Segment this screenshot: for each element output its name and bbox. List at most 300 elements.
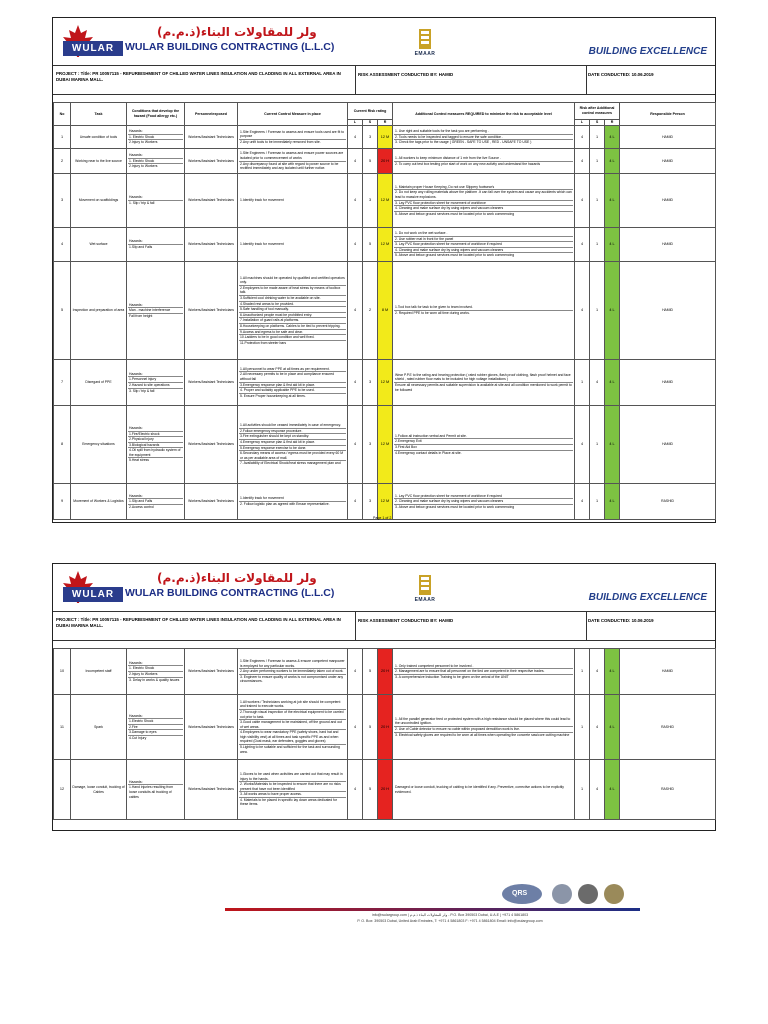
additional-controls-cell-line: 4. Cleaning and make surface dry by using wipers and vacuum cleaners <box>394 206 573 212</box>
company-wordmark: WULAR <box>63 587 123 602</box>
residual-risk-cell: 4 L <box>605 406 620 484</box>
current-controls-cell-line: 3. All works areas to have proper access. <box>239 792 346 798</box>
residual-risk-cell: 4 L <box>605 484 620 520</box>
additional-controls-cell <box>393 695 575 760</box>
responsible-cell: HAMID <box>620 126 716 149</box>
risk-rating-cell: 12 M <box>378 126 393 149</box>
table-row <box>54 149 716 174</box>
conditions-cell-line: 1. Electric Shock <box>128 666 183 672</box>
residual-likelihood-cell: 4 <box>575 174 590 228</box>
col-current-risk: Current Risk rating <box>348 103 393 120</box>
task-cell: Movement of Workers & Logistics <box>71 484 127 520</box>
residual-likelihood-cell: 1 <box>575 760 590 820</box>
col-no: No <box>54 103 71 126</box>
company-name-english: WULAR BUILDING CONTRACTING (L.L.C) <box>125 587 335 599</box>
footer-contact-1: info@wulargroup.com | ولر للمقاولات البناء ذ.م.م - P.O. Box 390503 Dubai, U.A.E | +971 4 5861803 <box>371 913 529 917</box>
additional-controls-cell <box>393 262 575 360</box>
conditions-cell-line: 1.Slip and Falls <box>128 499 183 505</box>
current-controls-cell <box>238 360 348 406</box>
residual-risk-cell: 4 L <box>605 649 620 695</box>
conditions-cell-line: 2.Injury to Workers <box>129 140 158 145</box>
current-controls-cell-line: 2.All necessary permits to be in place and compliance ensured without fail <box>239 372 346 382</box>
company-name-english: WULAR BUILDING CONTRACTING (L.L.C) <box>125 41 335 53</box>
current-controls-cell <box>238 760 348 820</box>
personnel-cell: Workers/Assistant Technicians <box>185 174 238 228</box>
additional-controls-cell-line: 3. A comprehensive Induction Training to be given on the arrival of the UNIT <box>395 674 509 679</box>
residual-risk-cell: 4 L <box>605 695 620 760</box>
additional-controls-cell-line: 3. Lay PVC floor protection sheet for movement of workforce <box>394 201 573 207</box>
conditions-cell <box>127 406 185 484</box>
responsible-cell: RASHID <box>620 484 716 520</box>
conditions-cell-line: 3.Biological hazards <box>128 443 183 449</box>
severity-cell: 5 <box>363 695 378 760</box>
col-l2: L <box>575 120 590 126</box>
conditions-cell-line: 2.Injury to Workers <box>129 164 158 169</box>
current-controls-cell-line: 2. Works/Materials to be inspected to ensure that there are no risks present that have not been identified <box>239 782 346 792</box>
risk-rating-cell: 12 M <box>378 360 393 406</box>
additional-controls-cell-line: 3. Electrical safety gloves are required to be worn at all times when operating the concrete saw/core cutting machine <box>395 732 570 737</box>
conditions-cell-line: 5.Heat stress <box>129 458 149 463</box>
residual-likelihood-cell: 1 <box>575 360 590 406</box>
additional-controls-cell-line: 1.Tool box talk for task to be given to team involved. <box>394 305 573 311</box>
risk-rating-cell: 12 M <box>378 406 393 484</box>
conditions-cell-line: 2.Access control <box>129 504 154 509</box>
current-controls-cell-line: 2.Follow emergency response procedure. <box>239 429 346 435</box>
current-controls-cell <box>238 649 348 695</box>
personnel-cell: Workers/Assistant Technicians <box>185 484 238 520</box>
residual-risk-cell: 4 L <box>605 228 620 262</box>
current-controls-cell-line: 3.Sufficient cool drinking water to be available on site. <box>239 296 346 302</box>
additional-controls-cell <box>393 149 575 174</box>
additional-controls-cell <box>393 484 575 520</box>
residual-risk-cell: 4 L <box>605 262 620 360</box>
current-controls-cell-line: 1.All machines should be operated by qualified and certified operators only. <box>240 275 345 285</box>
likelihood-cell: 4 <box>348 126 363 149</box>
personnel-cell: Workers/Assistant Technicians <box>185 649 238 695</box>
current-controls-cell <box>238 406 348 484</box>
additional-controls-cell-line: Wear P.P.E to the rating and hearing protection ( rated rubber gloves, flash proof clothing, flash proof helmet and face shield , rated rubber floor mats to be included for high voltage installations ) <box>394 373 573 383</box>
row-number: 5 <box>54 262 71 360</box>
additional-controls-cell-line: 4. Cleaning and make surface dry by using wipers and vacuum cleaners <box>394 248 573 254</box>
additional-controls-cell-line: 1. All workers to keep minimum distance of 1 mtr from the live Source . <box>394 156 573 162</box>
table-row <box>54 262 716 360</box>
current-controls-cell-line: 7.Installation of guard rails at platforms. <box>239 318 346 324</box>
additional-controls-cell <box>393 174 575 228</box>
conditions-cell-line: 2.Injury to Workers <box>128 672 183 678</box>
current-controls-cell-line: 5.Safe handling of tool manually. <box>239 307 346 313</box>
company-wordmark: WULAR <box>63 41 123 56</box>
additional-controls-cell <box>393 406 575 484</box>
current-controls-cell-line: 6.Unauthorized people must be prohibited entry. <box>239 313 346 319</box>
conditions-cell-line: 1. Electric Shock <box>128 135 183 141</box>
conditions-cell-line: Hazards: <box>128 780 183 786</box>
conditions-cell-line: 1. Slip / trip & fall <box>129 201 155 205</box>
row-number: 2 <box>54 149 71 174</box>
col-l: L <box>348 120 363 126</box>
current-controls-cell-line: 9.Access and egress to be safe and clear. <box>239 330 346 336</box>
residual-severity-cell: 1 <box>590 126 605 149</box>
conditions-cell-line: 4.Oil spill from hydraulic system of the equipment <box>128 448 183 458</box>
date-conducted: DATE CONDUCTED: 10.06.2019 <box>588 72 654 77</box>
personnel-cell: Workers/Assistant Technicians <box>185 149 238 174</box>
risk-rating-cell: 20 H <box>378 149 393 174</box>
current-controls-cell-line: 2. Follow logistic plan as agreed with Emaar representative. <box>240 502 330 506</box>
additional-controls-cell-line: Damaged or loose conduit, trucking of cabling to be identified if any. Preventive, corrective actions to be explicitly evidenced. <box>395 784 564 794</box>
conditions-cell <box>127 262 185 360</box>
personnel-cell: Workers/Assistant Technicians <box>185 228 238 262</box>
conditions-cell-line: Hazards: <box>128 129 183 135</box>
conditions-cell-line: 4.Cut Injury <box>129 735 147 740</box>
emaar-emblem-icon <box>411 574 439 596</box>
additional-controls-cell-line: 2. Required PPE to be worn all time during works. <box>395 311 470 315</box>
row-number: 9 <box>54 484 71 520</box>
likelihood-cell: 4 <box>348 406 363 484</box>
personnel-cell: Workers/Assistant Technicians <box>185 760 238 820</box>
table-row <box>54 760 716 820</box>
responsible-cell: HAMID <box>620 406 716 484</box>
table-row <box>54 174 716 228</box>
additional-controls-cell-line: 2. Cleaning and make surface dry by using wipers and vacuum cleaners <box>394 499 573 505</box>
residual-severity-cell: 4 <box>590 360 605 406</box>
task-cell: Movement on scaffoldings <box>71 174 127 228</box>
likelihood-cell: 4 <box>348 262 363 360</box>
additional-controls-cell-line: 1. Lay PVC floor protection sheet for movement of workforce if required <box>394 494 573 500</box>
current-controls-cell-line: 1.All activities should be ceased immediately in case of emergency. <box>239 423 346 429</box>
col-conditions: Conditions that develop the hazard (Food allergy etc.) <box>127 103 185 126</box>
conditions-cell-line: 3. Slip / trip & fall <box>129 388 155 393</box>
conditions-cell-line: 1.Hand injuries resulting from loose conduits all trucking of cables <box>129 785 174 799</box>
company-logo <box>61 24 335 58</box>
emaar-logo <box>411 574 439 604</box>
row-number: 7 <box>54 360 71 406</box>
risk-assessment-page-2 <box>52 563 716 831</box>
additional-controls-cell-line: 1. Use right and suitable tools for the task you are performing . <box>394 129 573 135</box>
col-r: R <box>378 120 393 126</box>
conditions-cell <box>127 649 185 695</box>
current-controls-cell-line: 1.Gloves to be used when activities are carried out that may result in injury to the hands. <box>239 772 346 782</box>
emaar-emblem-icon <box>411 28 439 50</box>
conditions-cell-line: 3.Damage to eyes <box>128 730 183 736</box>
current-controls-cell-line: 1.Identify track for movement <box>239 496 346 502</box>
residual-severity-cell: 1 <box>590 406 605 484</box>
current-controls-cell-line: 5. Ensure Proper housekeeping at all times. <box>240 393 306 398</box>
severity-cell: 3 <box>363 360 378 406</box>
table-row <box>54 360 716 406</box>
residual-likelihood-cell: 4 <box>575 126 590 149</box>
conditions-cell-line: Hazards: <box>128 153 183 159</box>
col-personnel: Personnelexposed <box>185 103 238 126</box>
conditions-cell <box>127 484 185 520</box>
additional-controls-cell-line: 5. Above and below ground services must be located prior to work commencing <box>395 253 515 258</box>
current-controls-cell-line: 4.Shaded rest areas to be provided. <box>239 302 346 308</box>
likelihood-cell: 4 <box>348 695 363 760</box>
project-info-bar <box>53 611 715 641</box>
conditions-cell <box>127 760 185 820</box>
personnel-cell: Workers/Assistant Technicians <box>185 406 238 484</box>
likelihood-cell: 4 <box>348 228 363 262</box>
residual-likelihood-cell: 4 <box>575 228 590 262</box>
responsible-cell: RASHID <box>620 760 716 820</box>
conducted-by: RISK ASSESSMENT CONDUCTED BY: HAMID <box>358 618 454 623</box>
row-number: 10 <box>54 649 71 695</box>
residual-severity-cell: 1 <box>590 484 605 520</box>
col-task: Task <box>71 103 127 126</box>
residual-risk-cell: 4 L <box>605 174 620 228</box>
conditions-cell <box>127 695 185 760</box>
responsible-cell: RASHID <box>620 695 716 760</box>
current-controls-cell-line: 1.All workers / Technicians working at job site should be competent and trained to execute works. <box>239 700 346 710</box>
risk-rating-cell: 20 H <box>378 760 393 820</box>
conditions-cell <box>127 174 185 228</box>
conditions-cell-line: 1.Electric Shock <box>128 719 183 725</box>
additional-controls-cell-line: 1. All the parallel generator feed or protected system with a high resistance should be placed where this could lead to the uncontrolled ignition. <box>394 717 573 727</box>
additional-controls-cell-line: 3. Lay PVC floor protection sheet for movement of workforce if required <box>394 242 573 248</box>
residual-likelihood-cell: 1 <box>575 695 590 760</box>
additional-controls-cell-line: 3. Check the tags prior to the usage ( GREEN - SAFE TO USE , RED - UNSAFE TO USE ) <box>395 140 532 145</box>
personnel-cell: Workers/Assistant Technicians <box>185 360 238 406</box>
personnel-cell: Workers/Assistant Technicians <box>185 126 238 149</box>
residual-risk-cell: 4 L <box>605 126 620 149</box>
task-cell: Spark <box>71 695 127 760</box>
additional-controls-cell-line: 4.Emergency contact details in Place at site. <box>395 450 462 455</box>
likelihood-cell: 4 <box>348 484 363 520</box>
emaar-wordmark: EMAAR <box>414 597 436 603</box>
current-controls-cell <box>238 695 348 760</box>
additional-controls-cell <box>393 228 575 262</box>
additional-controls-cell-line: 2. Tools needs to be inspected and tagged to ensure the safe condition . <box>394 135 573 141</box>
footer-contact-2: P. O. Box: 390503 Dubai, United Arab Emirates, T: +971 4 5861803 F: +971 4 5861804 Email: info@wulargroup.com <box>357 919 543 923</box>
row-number: 3 <box>54 174 71 228</box>
residual-severity-cell: 4 <box>590 649 605 695</box>
col-additional: Additional Control measures REQUIRED to minimize the risk to acceptable level <box>393 103 575 126</box>
current-controls-cell-line: 6.Secondary means of access / egress must be provided every 60 M or as per available area of mall. <box>239 451 346 461</box>
personnel-cell: Workers/Assistant Technicians <box>185 262 238 360</box>
certification-badges <box>500 882 640 906</box>
company-name-arabic: ولر للمقاولات البناء(ذ.م.م) <box>157 25 317 39</box>
additional-controls-cell <box>393 760 575 820</box>
severity-cell: 5 <box>363 649 378 695</box>
additional-controls-cell <box>393 126 575 149</box>
tagline: BUILDING EXCELLENCE <box>588 46 707 57</box>
current-controls-cell-line: 10.Ladders to be in good condition and well fixed. <box>239 335 346 341</box>
conditions-cell <box>127 360 185 406</box>
residual-likelihood-cell: 1 <box>575 649 590 695</box>
residual-severity-cell: 1 <box>590 149 605 174</box>
emaar-wordmark: EMAAR <box>414 51 436 57</box>
table-row <box>54 406 716 484</box>
current-controls-cell-line: 11.Protection from steeler bars <box>240 340 287 345</box>
current-controls-cell-line: 3. Engineer to ensure quality of works is not compromised under any circumstances. <box>240 674 344 684</box>
additional-controls-cell <box>393 649 575 695</box>
responsible-cell: HAMID <box>620 262 716 360</box>
additional-controls-cell-line: 2. Use of Cable detector to ensure no cable within proposed demolition work is live. <box>394 727 573 733</box>
responsible-cell: HAMID <box>620 228 716 262</box>
likelihood-cell: 4 <box>348 649 363 695</box>
risk-rating-cell: 20 H <box>378 695 393 760</box>
current-controls-cell-line: 1.Identify track for movement <box>240 242 284 247</box>
residual-risk-cell: 4 L <box>605 149 620 174</box>
table-row <box>54 484 716 520</box>
conditions-cell-line: Hazards: <box>128 494 183 500</box>
task-cell: Inspection and preparation of area <box>71 262 127 360</box>
additional-controls-cell <box>393 360 575 406</box>
conditions-cell-line: Hazards: <box>128 661 183 667</box>
date-conducted: DATE CONDUCTED: 10.06.2019 <box>588 618 654 623</box>
residual-likelihood-cell: 4 <box>575 262 590 360</box>
residual-severity-cell: 1 <box>590 174 605 228</box>
task-cell: Unsafe condition of tools <box>71 126 127 149</box>
letterhead <box>53 18 715 65</box>
current-controls-cell-line: 2.Any under performing workers to be immediately taken out of work. <box>239 669 346 675</box>
responsible-cell: HAMID <box>620 360 716 406</box>
project-title: PROJECT : Title: PR 10057115 - REFURBISHMENT OF CHILLED WATER LINES INSULATION AND CLADDING IN ALL EXTERNAL AREA IN DUBAI MARINA MALL. <box>56 617 341 628</box>
residual-likelihood-cell: 4 <box>575 484 590 520</box>
task-cell: Damage, loose conduit, trucking of Cables <box>71 760 127 820</box>
risk-rating-cell: 8 M <box>378 262 393 360</box>
col-current-controls: Current Control Measure in place <box>238 103 348 126</box>
footer-bar <box>225 908 640 911</box>
severity-cell: 5 <box>363 228 378 262</box>
current-controls-cell-line: 2.Employees to be made aware of heat stress by means of toolbox talk. <box>239 286 346 296</box>
risk-rating-cell: 12 M <box>378 174 393 228</box>
risk-table-page-1 <box>53 102 716 520</box>
additional-controls-cell-line: 1. Maintain proper House Keeping ,Do not use Slippery footwear's <box>394 185 573 191</box>
current-controls-cell-line: 2.Thorough visual inspection of the electrical equipment to be carried out prior to task. <box>239 710 346 720</box>
page-number: Page 1 of 2 <box>373 516 392 520</box>
col-r2: R <box>605 120 620 126</box>
current-controls-cell-line: 1.Site Engineers / Foreman to assess & ensure competent manpower is employed for any particular works. <box>240 659 345 668</box>
conditions-cell <box>127 126 185 149</box>
risk-table-page-2 <box>53 648 716 820</box>
residual-likelihood-cell: 4 <box>575 149 590 174</box>
qrs-badge-label: QRS <box>512 890 528 897</box>
current-controls-cell-line: 3.Emergency response plan & first aid kit in place. <box>239 383 346 389</box>
current-controls-cell-line: 4.Employees to wear mandatory PPE (safety shoes, hard hat and high visibility vest) at all times and task specific PPE as and when required (Dust mask, ear defenders, goggles and gloves) <box>239 730 346 745</box>
conditions-cell-line: Hazards: <box>128 303 183 309</box>
severity-cell: 2 <box>363 262 378 360</box>
conditions-cell-line: 1.Fire/Electric shock <box>128 432 183 438</box>
conducted-by: RISK ASSESSMENT CONDUCTED BY: HAMID <box>358 72 454 77</box>
conditions-cell-line: 3. Delay in works & quality issues <box>129 677 180 682</box>
conditions-cell-line: Hazards: <box>128 195 183 201</box>
company-name-arabic: ولر للمقاولات البناء(ذ.م.م) <box>157 571 317 585</box>
additional-controls-cell-line: 3.First Aid Box <box>394 445 573 451</box>
current-controls-cell-line: 2.Any discrepancy found at site with regard to power source to be rectified immediately and any isolated until further notice. <box>240 161 339 171</box>
project-info-bar <box>53 65 715 95</box>
additional-controls-cell-line: 2.Emergency Exit <box>394 439 573 445</box>
risk-rating-cell: 12 M <box>378 484 393 520</box>
current-controls-cell <box>238 484 348 520</box>
current-controls-cell-line: 1.Identify track for movement <box>240 198 284 203</box>
residual-likelihood-cell: 4 <box>575 406 590 484</box>
responsible-cell: HAMID <box>620 174 716 228</box>
row-number: 11 <box>54 695 71 760</box>
conditions-cell-line: 1.Slip and Falls <box>129 245 153 249</box>
letterhead <box>53 564 715 611</box>
current-controls-cell-line: 5.Lighting to be suitable and sufficient for the task and surrounding area. <box>240 745 340 754</box>
additional-controls-cell-line: Ensure all necessary permits and suitable supervision is available at site and all condition mentioned to work permit to be followed <box>395 383 572 392</box>
task-cell: Disregard of PPE <box>71 360 127 406</box>
current-controls-cell-line: 3.Good cable management to be maintained, off the ground and out of wet areas. <box>239 720 346 730</box>
current-controls-cell <box>238 149 348 174</box>
responsible-cell: HAMID <box>620 649 716 695</box>
likelihood-cell: 4 <box>348 360 363 406</box>
residual-severity-cell: 4 <box>590 760 605 820</box>
severity-cell: 5 <box>363 760 378 820</box>
task-cell: Wet surface <box>71 228 127 262</box>
conditions-cell-line: Hazards: <box>128 714 183 720</box>
table-row <box>54 126 716 149</box>
emaar-logo <box>411 28 439 58</box>
conditions-cell-line: 2.Fire <box>128 725 183 731</box>
company-logo <box>61 570 335 604</box>
likelihood-cell: 4 <box>348 149 363 174</box>
current-controls-cell-line: 8.Housekeeping on platforms. Cables to be tied to prevent tripping. <box>239 324 346 330</box>
additional-controls-cell-line: 1. Only trained competent personnel to be involved . <box>394 664 573 670</box>
col-responsible: Responsible Person <box>620 103 716 126</box>
current-controls-cell-line: 7. Availability of Electrical Shock/heat stress management plan and <box>240 461 341 466</box>
table-row <box>54 649 716 695</box>
current-controls-cell-line: 2.Any unfit tools to be immediately removed from site. <box>240 139 321 144</box>
conditions-cell-line: 2.Physical Injury <box>128 437 183 443</box>
conditions-cell-line: Hazards: <box>128 239 183 245</box>
conditions-cell-line: 2.Hazard to site operations <box>128 383 183 389</box>
severity-cell: 3 <box>363 406 378 484</box>
additional-controls-cell-line: 2. Use rubber mat in front for the panel <box>394 237 573 243</box>
conditions-cell-line: 1. Electric Shock <box>128 159 183 165</box>
additional-controls-cell-line: 2. To carry out test box testing prior start of work on any new activity and understand the hazards <box>395 161 541 166</box>
severity-cell: 3 <box>363 484 378 520</box>
severity-cell: 3 <box>363 126 378 149</box>
residual-severity-cell: 4 <box>590 695 605 760</box>
severity-cell: 3 <box>363 174 378 228</box>
col-risk-after: Risk after Additional control measures <box>575 103 620 120</box>
current-controls-cell-line: 1.Site Engineers / Foreman to assess and ensure tools used are fit to purpose <box>240 129 345 139</box>
tagline: BUILDING EXCELLENCE <box>588 592 707 603</box>
risk-rating-cell: 12 M <box>378 228 393 262</box>
project-title: PROJECT : Title: PR 10057115 - REFURBISHMENT OF CHILLED WATER LINES INSULATION AND CLADDING IN ALL EXTERNAL AREA IN DUBAI MARINA MALL. <box>56 71 341 82</box>
residual-risk-cell: 4 L <box>605 760 620 820</box>
current-controls-cell-line: 1.All personnel to wear PPE at all times as per requirement. <box>239 367 346 373</box>
row-number: 8 <box>54 406 71 484</box>
additional-controls-cell-line: 2. Management are to ensure that all personnel on the tied are competent in their respective trades. <box>394 669 573 675</box>
table-row <box>54 695 716 760</box>
residual-risk-cell: 4 L <box>605 360 620 406</box>
risk-rating-cell: 20 H <box>378 649 393 695</box>
current-controls-cell <box>238 228 348 262</box>
task-cell: Working near to the live source <box>71 149 127 174</box>
task-cell: Emergency situations <box>71 406 127 484</box>
severity-cell: 5 <box>363 149 378 174</box>
residual-severity-cell: 1 <box>590 228 605 262</box>
likelihood-cell: 4 <box>348 174 363 228</box>
conditions-cell-line: Man - machine interference <box>128 308 183 314</box>
row-number: 4 <box>54 228 71 262</box>
personnel-cell: Workers/Assistant Technicians <box>185 695 238 760</box>
risk-assessment-page-1 <box>52 17 716 523</box>
likelihood-cell: 4 <box>348 760 363 820</box>
conditions-cell <box>127 228 185 262</box>
current-controls-cell-line: 4.Emergency response plan & first aid kit in place. <box>239 440 346 446</box>
row-number: 1 <box>54 126 71 149</box>
current-controls-cell-line: 5.Emergency response exercise to be done. <box>239 446 346 452</box>
current-controls-cell-line: 4. Materials to be placed in specific lay down areas dedicated for these items. <box>240 797 338 807</box>
table-row <box>54 228 716 262</box>
responsible-cell: HAMID <box>620 149 716 174</box>
conditions-cell-line: Fall from height <box>129 313 153 318</box>
page-footer <box>200 882 640 952</box>
row-number: 12 <box>54 760 71 820</box>
